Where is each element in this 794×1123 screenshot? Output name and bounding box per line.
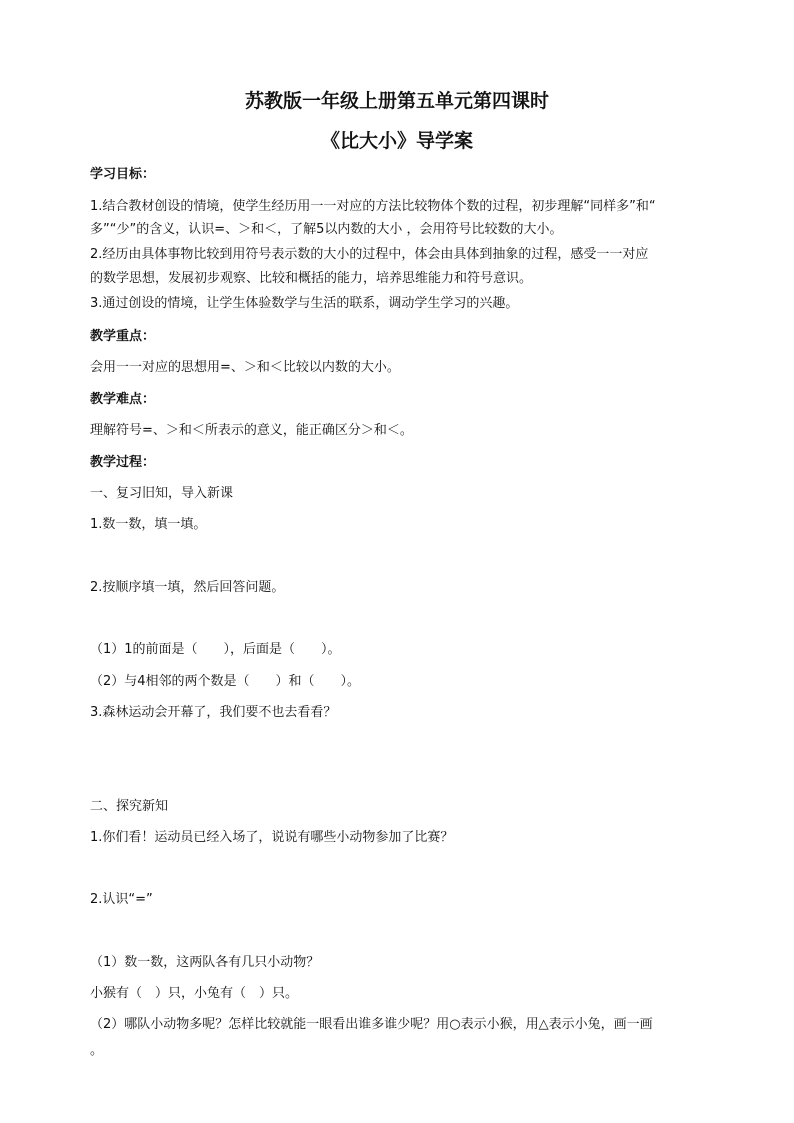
step-1-3: 3.森林运动会开幕了，我们要不也去看看？ (90, 705, 337, 720)
step-1-2-question-2: （2）与4相邻的两个数是（ ）和（ ）。 (90, 674, 361, 689)
goal-2-line-2: 的数学思想，发展初步观察、比较和概括的能力，培养思维能力和符号意识。 (90, 271, 533, 286)
goals-heading: 学习目标： (90, 167, 156, 182)
step-1-2: 2.按顺序填一填，然后回答问题。 (90, 580, 285, 595)
goal-1-line-2: 多”“少”的含义，认识=、＞和＜，了解5以内数的大小 ，会用符号比较数的大小。 (90, 222, 563, 237)
part-1-heading: 一、复习旧知，导入新课 (90, 486, 234, 501)
step-2-2: 2.认识“=” (90, 892, 153, 907)
key-points-text: 会用一一对应的思想用=、＞和＜比较以内数的大小。 (90, 360, 400, 375)
difficulties-heading: 教学难点： (90, 392, 156, 407)
document-subtitle: 《比大小》导学案 (320, 130, 473, 152)
goal-3: 3.通过创设的情境，让学生体验数学与生活的联系，调动学生学习的兴趣。 (90, 296, 519, 311)
key-points-heading: 教学重点： (90, 329, 156, 344)
goal-2-line-1: 2.经历由具体事物比较到用符号表示数的大小的过程中，体会由具体到抽象的过程，感受一一对应 (90, 247, 649, 262)
difficulties-text: 理解符号=、＞和＜所表示的意义，能正确区分＞和＜。 (90, 423, 413, 438)
process-heading: 教学过程： (90, 455, 156, 470)
document-title: 苏教版一年级上册第五单元第四课时 (244, 90, 549, 112)
step-1-1: 1.数一数，填一填。 (90, 517, 207, 532)
goal-1-line-1: 1.结合教材创设的情境，使学生经历用一一对应的方法比较物体个数的过程，初步理解“同样多”和“ (90, 199, 656, 214)
step-1-2-question-1: （1）1的前面是（ ），后面是（ ）。 (90, 642, 341, 657)
step-2-2-fill-in: 小猴有（ ）只，小兔有（ ）只。 (90, 986, 299, 1001)
step-2-1: 1.你们看！运动员已经入场了，说说有哪些小动物参加了比赛？ (90, 830, 454, 845)
part-2-heading: 二、探究新知 (90, 799, 169, 814)
step-2-2-question-2: （2）哪队小动物多呢？怎样比较就能一眼看出谁多谁少呢？用○表示小猴，用△表示小兔，画一画 (90, 1017, 653, 1032)
step-2-2-question-2-end: 。 (90, 1043, 104, 1058)
step-2-2-question-1: （1）数一数，这两队各有几只小动物？ (90, 955, 320, 970)
